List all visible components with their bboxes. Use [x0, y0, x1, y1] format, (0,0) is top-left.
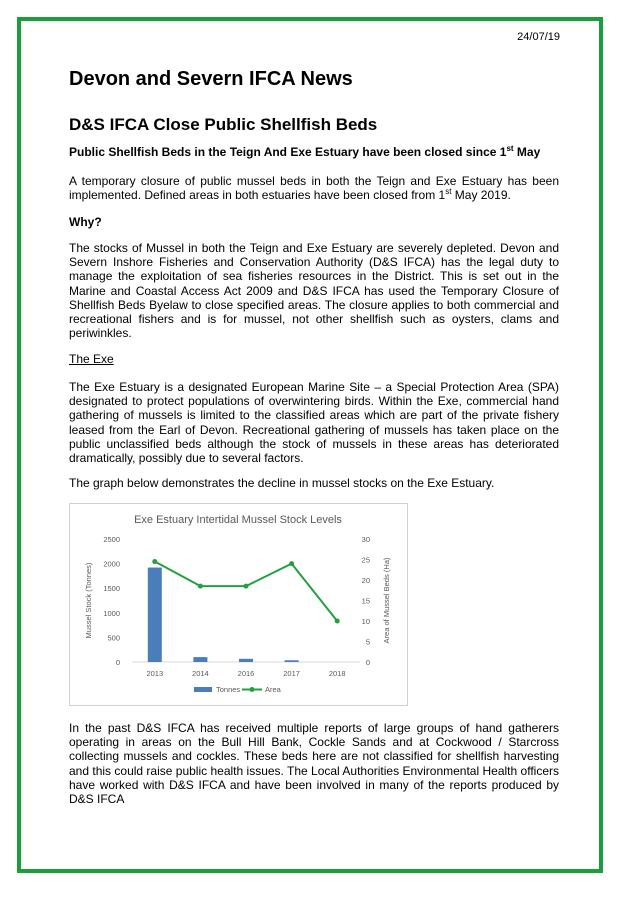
point-area: [198, 584, 203, 589]
intro-paragraph: A temporary closure of public mussel beds in both the Teign and Exe Estuary has been implemented. Defined areas in both estuaries have been closed from 1st May 2019.: [69, 174, 559, 203]
bar-tonnes: [285, 660, 299, 662]
legend-marker-area: [250, 687, 255, 692]
closing-paragraph: In the past D&S IFCA has received multiple reports of large groups of hand gatherers operating in areas on the Bull Hill Bank, Cockle Sands and at Cockwood / Starcross collecting mussels and cockles. These beds here are not classified for shellfish harvesting and this could raise public health issues. The Local Authorities Environmental Health officers have worked with D&S IFCA and have been involved in many of the reports produced by D&S IFCA: [69, 721, 559, 807]
exe-paragraph: The Exe Estuary is a designated European Marine Site – a Special Protection Area (SPA) designated to protect populations of overwintering birds. Within the Exe, commercial hand gathering of mussels is limited to the classified areas which are part of the private fishery leased from the Earl of Devon. Recreational gathering of mussels has taken place on the public unclassified beds although the stock of mussels in these areas has deteriorated dramatically, possibly due to several factors.: [69, 380, 559, 466]
line-area-series: [155, 562, 337, 621]
y-tick-label: 0: [115, 658, 120, 667]
point-area: [244, 584, 249, 589]
y2-tick-label: 15: [361, 596, 370, 606]
legend-swatch-tonnes: [194, 687, 212, 692]
exe-heading: The Exe: [69, 352, 114, 366]
y-tick-label: 2000: [103, 559, 120, 569]
y-tick-label: 2500: [103, 535, 120, 544]
y-tick-label: 500: [107, 633, 120, 643]
y-tick-label: 1000: [103, 608, 120, 618]
y-axis-title: Mussel Stock (Tonnes): [84, 562, 93, 639]
x-tick-label: 2014: [192, 669, 209, 678]
y2-tick-label: 20: [361, 576, 370, 585]
why-paragraph: The stocks of Mussel in both the Teign and Exe Estuary are severely depleted. Devon and Severn Inshore Fisheries and Conservation Authority (D&S IFCA) has the legal duty to manage the exploitation of sea fisheries resources in the District. This is set out in the Marine and Coastal Access Act 2009 and D&S IFCA has used the Temporary Closure of Shellfish Beds Byelaw to close specified areas. The closure applies to both commercial and recreational fishers and is for mussel, not other shellfish such as oysters, clams and periwinkles.: [69, 241, 559, 341]
point-area: [289, 561, 294, 566]
why-heading: Why?: [69, 215, 102, 229]
legend-label-tonnes: Tonnes: [216, 685, 241, 694]
bar-tonnes: [239, 659, 253, 662]
y2-tick-label: 25: [361, 555, 370, 565]
newsletter-title: Devon and Severn IFCA News: [69, 68, 353, 90]
chart-title: Exe Estuary Intertidal Mussel Stock Levels: [134, 514, 342, 526]
x-tick-label: 2016: [237, 669, 255, 678]
x-tick-label: 2013: [146, 669, 164, 678]
bar-tonnes: [193, 657, 207, 662]
document-date: 24/07/19: [517, 31, 560, 43]
y-tick-label: 1500: [103, 584, 120, 594]
legend-label-area: Area: [265, 685, 281, 694]
y2-axis-title: Area of Mussel Beds (Ha): [382, 557, 391, 644]
mussel-stock-chart: [69, 503, 408, 706]
chart-svg: [70, 504, 407, 705]
y2-tick-label: 0: [365, 658, 370, 667]
point-area: [152, 559, 157, 564]
article-headline: D&S IFCA Close Public Shellfish Beds: [69, 115, 378, 134]
article-subheading: Public Shellfish Beds in the Teign And Exe Estuary have been closed since 1st May: [69, 144, 541, 159]
x-tick-label: 2017: [283, 669, 300, 678]
graph-intro: The graph below demonstrates the decline in mussel stocks on the Exe Estuary.: [69, 476, 495, 490]
point-area: [335, 619, 340, 624]
y2-tick-label: 10: [361, 617, 370, 626]
y2-tick-label: 5: [365, 637, 370, 647]
x-tick-label: 2018: [328, 669, 346, 678]
y2-tick-label: 30: [361, 535, 370, 544]
bar-tonnes: [148, 568, 162, 662]
